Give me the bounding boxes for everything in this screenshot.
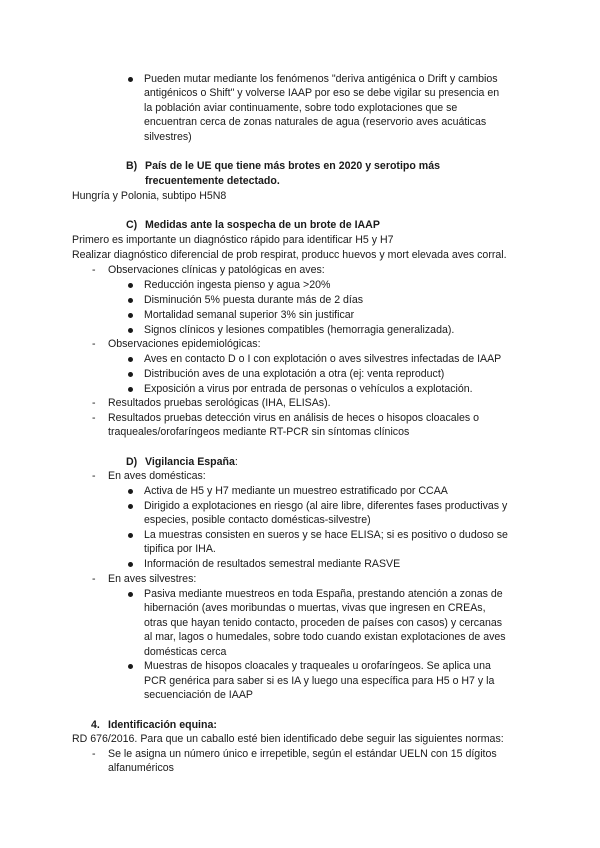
bullet-icon xyxy=(128,328,133,333)
dash-item: En aves domésticas: xyxy=(108,470,206,482)
list-item: Activa de H5 y H7 mediante un muestreo estratificado por CCAA xyxy=(144,485,448,497)
list-item: La muestras consisten en sueros y se hace ELISA; si es positivo o dudoso se xyxy=(144,529,508,541)
list-item: domésticas cerca xyxy=(144,646,227,658)
dash-item: Resultados pruebas detección virus en análisis de heces o hisopos cloacales o xyxy=(108,412,480,424)
list-item: Reducción ingesta pienso y agua >20% xyxy=(144,279,331,291)
section-c-marker: C) xyxy=(126,219,138,231)
paragraph: Primero es importante un diagnóstico rápido para identificar H5 y H7 xyxy=(72,234,394,246)
bullet-icon xyxy=(128,387,133,392)
bullet-icon xyxy=(128,664,133,669)
dash-marker: - xyxy=(92,397,96,409)
bullet-icon xyxy=(128,592,133,597)
intro-line: Pueden mutar mediante los fenómenos "deriva antigénica o Drift y cambios xyxy=(144,73,498,85)
intro-line: encuentran cerca de zonas naturales de agua (reservorio aves acuáticas xyxy=(144,116,487,128)
section-d-heading xyxy=(145,455,238,469)
dash-item: Se le asigna un número único e irrepetible, según el estándar UELN con 15 dígitos xyxy=(108,748,497,760)
list-item: Aves en contacto D o I con explotación o aves silvestres infectadas de IAAP xyxy=(144,353,502,365)
intro-line: la población aviar continuamente, sobre todo explotaciones que se xyxy=(144,102,458,114)
bullet-icon xyxy=(128,562,133,567)
dash-marker: - xyxy=(92,264,96,276)
paragraph: RD 676/2016. Para que un caballo esté bien identificado debe seguir las siguientes normas: xyxy=(72,733,504,745)
dash-marker: - xyxy=(92,573,96,585)
section-b-answer: Hungría y Polonia, subtipo H5N8 xyxy=(72,190,227,202)
list-item: Disminución 5% puesta durante más de 2 días xyxy=(144,294,364,306)
list-item: Información de resultados semestral mediante RASVE xyxy=(144,558,401,570)
section-4-marker: 4. xyxy=(91,719,100,731)
dash-item: Resultados pruebas serológicas (IHA, ELISAs). xyxy=(108,397,331,409)
bullet-icon xyxy=(128,489,133,494)
list-item: especies, posible contacto domésticas-silvestre) xyxy=(144,514,371,526)
bullet-icon xyxy=(128,504,133,509)
dash-item: alfanuméricos xyxy=(108,762,174,774)
section-d-heading-text: Vigilancia España xyxy=(145,456,235,468)
list-item: otras que hayan tenido contacto, proceden de países con casos) y cercanas xyxy=(144,617,503,629)
dash-item: En aves silvestres: xyxy=(108,573,197,585)
list-item: secuenciación de IAAP xyxy=(144,689,253,701)
list-item: Signos clínicos y lesiones compatibles (hemorragia generalizada). xyxy=(144,324,455,336)
section-b-marker: B) xyxy=(126,160,138,172)
bullet-icon xyxy=(128,283,133,288)
list-item: Muestras de hisopos cloacales y traqueales u orofaríngeos. Se aplica una xyxy=(144,660,491,672)
list-item: Dirigido a explotaciones en riesgo (al aire libre, diferentes fases productivas y xyxy=(144,500,508,512)
bullet-icon xyxy=(128,313,133,318)
dash-item: Observaciones clínicas y patológicas en aves: xyxy=(108,264,325,276)
section-b-heading: frecuentemente detectado. xyxy=(145,175,280,187)
dash-item: traqueales/orofaríngeos mediante RT-PCR sin síntomas clínicos xyxy=(108,426,410,438)
bullet-icon xyxy=(128,298,133,303)
bullet-icon xyxy=(128,357,133,362)
section-d-heading-colon: : xyxy=(234,456,238,468)
bullet-icon xyxy=(128,533,133,538)
dash-item: Observaciones epidemiológicas: xyxy=(108,338,261,350)
list-item: Pasiva mediante muestreos en toda España, prestando atención a zonas de xyxy=(144,588,503,600)
section-4-heading: Identificación equina: xyxy=(108,719,217,731)
paragraph: Realizar diagnóstico diferencial de prob respirat, producc huevos y mort elevada aves corral. xyxy=(72,249,507,261)
dash-marker: - xyxy=(92,412,96,424)
list-item: hibernación (aves moribundas o muertas, vivas que ingresen en CREAs, xyxy=(144,602,486,614)
intro-line: antigénicos o Shift" y volverse IAAP por eso se debe vigilar su presencia en xyxy=(144,87,500,99)
section-d-marker: D) xyxy=(126,456,138,468)
intro-line: silvestres) xyxy=(144,131,192,143)
list-item: Distribución aves de una explotación a otra (ej: venta reproduct) xyxy=(144,368,445,380)
dash-marker: - xyxy=(92,748,96,760)
list-item: Exposición a virus por entrada de personas o vehículos a explotación. xyxy=(144,383,473,395)
list-item: PCR genérica para saber si es IA y luego una específica para H5 o H7 y la xyxy=(144,675,495,687)
dash-marker: - xyxy=(92,470,96,482)
section-c-heading: Medidas ante la sospecha de un brote de IAAP xyxy=(145,219,380,231)
dash-marker: - xyxy=(92,338,96,350)
list-item: Mortalidad semanal superior 3% sin justificar xyxy=(144,309,355,321)
list-item: tipifica por IHA. xyxy=(144,543,216,555)
list-item: al mar, lagos o humedales, sobre todo cuando existan explotaciones de aves xyxy=(144,631,506,643)
bullet-icon xyxy=(128,372,133,377)
section-b-heading: País de le UE que tiene más brotes en 2020 y serotipo más xyxy=(145,160,440,172)
bullet-icon xyxy=(128,77,133,82)
